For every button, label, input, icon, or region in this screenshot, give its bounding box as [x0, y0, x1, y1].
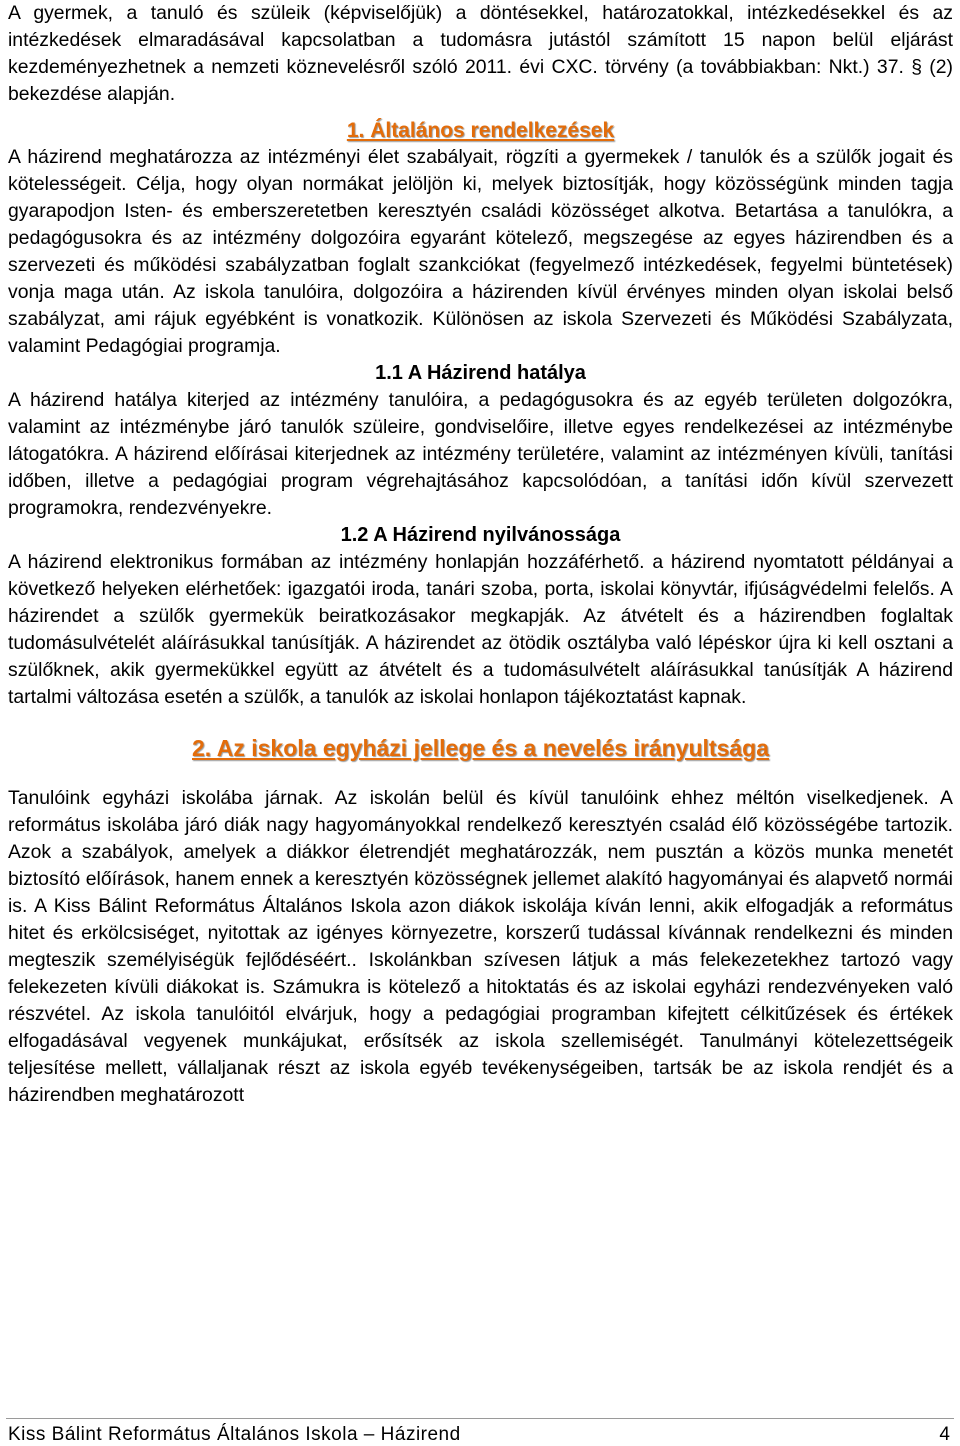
- footer-title: Kiss Bálint Református Általános Iskola – Házirend: [8, 1424, 461, 1445]
- subsection-1-1-heading: 1.1 A Házirend hatálya: [375, 362, 586, 384]
- subsection-1-2-heading: 1.2 A Házirend nyilvánossága: [340, 524, 621, 546]
- footer-divider: [6, 1418, 954, 1419]
- section-2-paragraph: Tanulóink egyházi iskolába járnak. Az iskolán belül és kívül tanulóink ehhez méltón viselkedjenek. A református iskolába járó diák nagy hagyományokkal rendelkező keresztyén család élő közösségébe tartozik. Azok a szabályok, amelyek a diákkor életrendjét meghatározzák, nem pusztán a közös munka menetét biztosító előírások, hanem ennek a keresztyén közösségnek jellemet alakító hagyományai és alapvető normái is. A Kiss Bálint Református Általános Iskola azon diákok iskolája kíván lenni, akik elfogadják a református hitet és erkölcsiséget, nyitottak az igényes környezetre, korszerű tudással kívánnak rendelkezni és minden megteszik személyiségük fejlődéséért.. Iskolánkban szívesen látjuk a más felekezetekhez tartozó vagy felekezeten kívüli diákokat is. Számukra is kötelező a hitoktatás és az iskolai egyházi rendezvényeken való részvétel. Az iskola tanulóitól elvárjuk, hogy a pedagógiai programban kifejtett célkitűzések és értékek elfogadásával vegyenek munkájukat, erősítsék az iskola szellemiségét. Tanulmányi kötelezettségeik teljesítése mellett, vállaljanak részt az iskola egyéb tevékenységeiben, tartsák be az iskola rendjét és a házirendben meghatározott: [8, 787, 953, 1106]
- intro-paragraph: A gyermek, a tanuló és szüleik (képviselőjük) a döntésekkel, határozatokkal, intézkedésekkel és az intézkedések elmaradásával kapcsolatban a tudomásra jutástól számított 15 napon belül eljárást kezdeményezhetnek a nemzeti köznevelésről szóló 2011. évi CXC. törvény (a továbbiakban: Nkt.) 37. § (2) bekezdése alapján.: [8, 2, 953, 105]
- section-2-heading: 2. Az iskola egyházi jellege és a nevelés irányultsága: [192, 735, 769, 761]
- page-number: 4: [939, 1424, 950, 1445]
- section-1-heading: 1. Általános rendelkezések: [346, 119, 615, 142]
- section-1-paragraph: A házirend meghatározza az intézményi élet szabályait, rögzíti a gyermekek / tanulók és a szülők jogait és kötelességeit. Célja, hogy olyan normákat jelöljön ki, melyek biztosítják, hogy közösségünk minden tagja gyarapodjon Isten- és emberszeretetben keresztyén családi közösséget alkotva. Betartása a tanulókra, a pedagógusokra és az intézmény dolgozóira egyaránt kötelező, megszegése az egyes házirendben és a szervezeti és működési szabályzatban foglalt szankciókat (fegyelmező intézkedések, fegyelmi büntetések) vonja maga után. Az iskola tanulóira, dolgozóira a házirenden kívül érvényes minden olyan iskolai belső szabályzat, ami rájuk egyébként is vonatkozik. Különösen az iskola Szervezeti és Működési Szabályzata, valamint Pedagógiai programja.: [8, 146, 953, 357]
- subsection-1-2-paragraph: A házirend elektronikus formában az intézmény honlapján hozzáférhető. a házirend nyomtatott példányai a következő helyeken elérhetőek: igazgatói iroda, tanári szoba, porta, iskolai könyvtár, ifjúságvédelmi felelős. A házirendet a szülők gyermekük beiratkozásakor megkapják. Az átvételt és a házirendben foglaltak tudomásulvételét aláírásukkal tanúsítják. A házirendet az ötödik osztályba való lépéskor újra ki kell osztani a szülőknek, akik gyermekükkel együtt az átvételt és a tudomásulvételt aláírásukkal tanúsítják A házirend tartalmi változása esetén a szülők, a tanulók az iskolai honlapon tájékoztatást kapnak.: [8, 551, 953, 708]
- subsection-1-1-paragraph: A házirend hatálya kiterjed az intézmény tanulóira, a pedagógusokra és az egyéb területen dolgozókra, valamint az intézménybe járó tanulók szüleire, gondviselőire, illetve egyes rendelkezései az intézménybe látogatókra. A házirend előírásai kiterjednek az intézmény területére, valamint az intézményen kívüli, tanítási időben, illetve a pedagógiai program végrehajtásához kapcsolódóan, a tanítási időn kívül szervezett programokra, rendezvényekre.: [8, 389, 953, 519]
- document-page: [8, 0, 953, 1109]
